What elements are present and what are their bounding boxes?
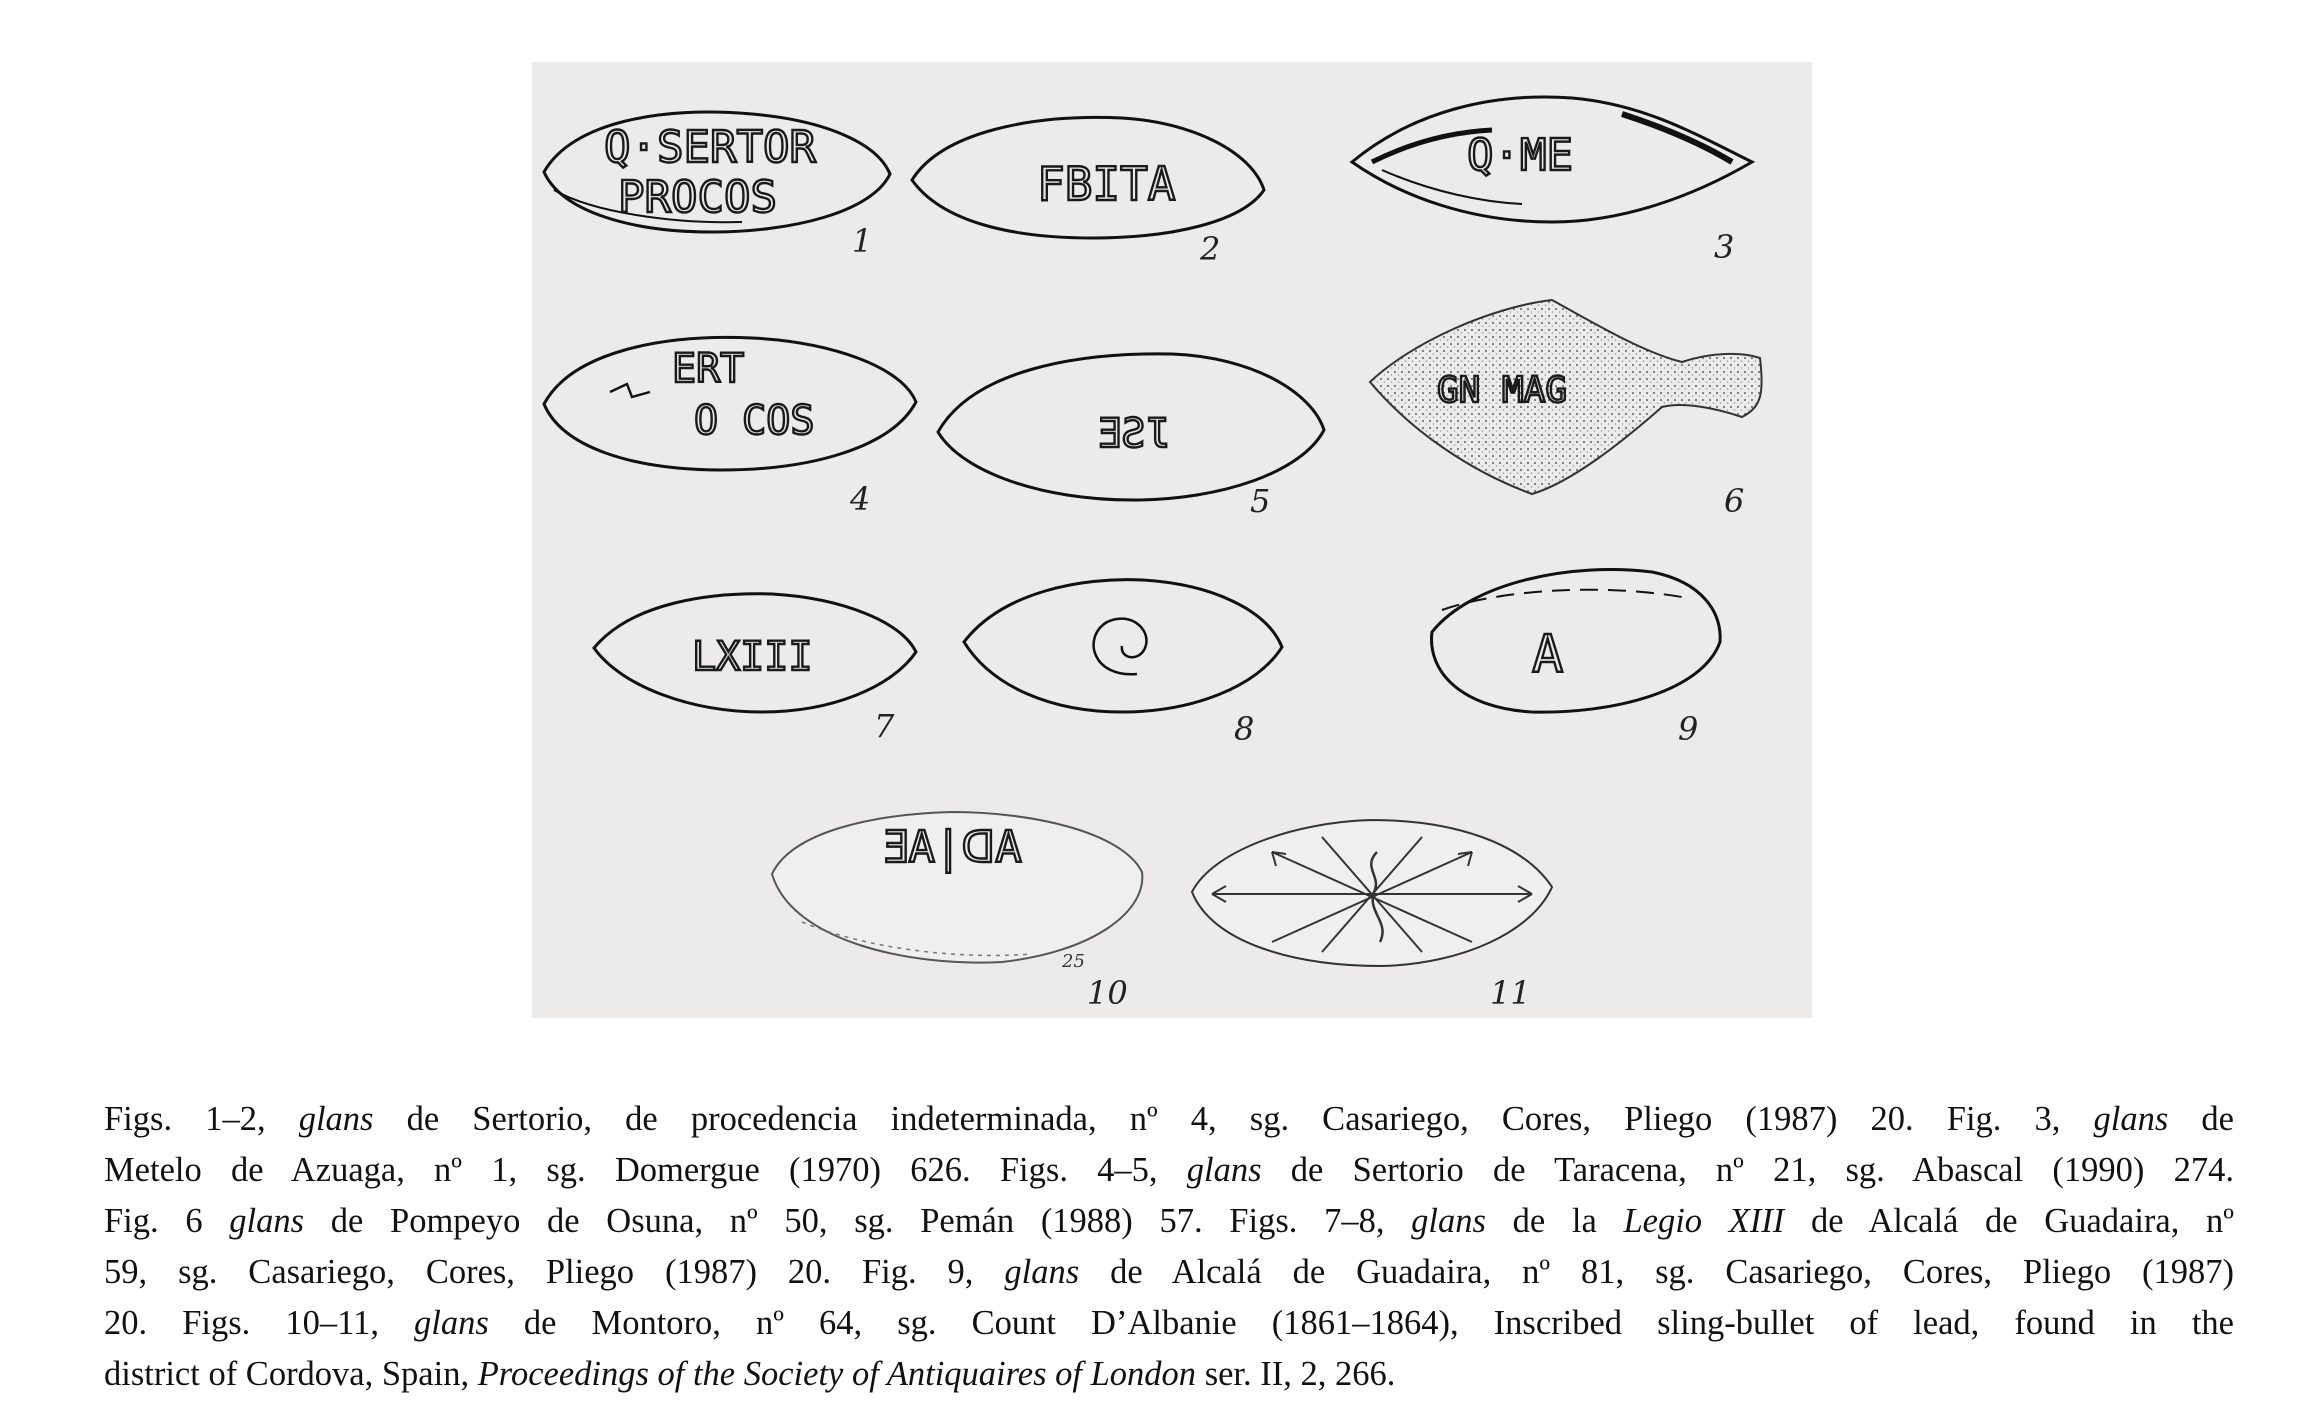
scale-mark: 25: [1062, 951, 1085, 972]
inscription-text: Q·ME: [1467, 130, 1573, 181]
caption-text-run: Legio XIII: [1623, 1202, 1785, 1240]
caption-text-run: glans: [2093, 1100, 2169, 1138]
caption-text-run: ser. II, 2, 266.: [1196, 1355, 1396, 1393]
caption-text-run: de Alcalá de Guadaira, nº 81, sg. Casariego, Cores, Pliego (1987): [1079, 1253, 2234, 1291]
caption-line: [104, 1196, 2234, 1247]
glans-fig-7: [594, 594, 916, 712]
figure-number: 7: [874, 707, 895, 745]
caption-line: [104, 1247, 2234, 1298]
glans-fig-6: [1370, 300, 1762, 494]
figure-number: 9: [1678, 710, 1699, 748]
caption-text-run: de la: [1485, 1202, 1624, 1240]
inscription-text: PROCOS: [618, 172, 777, 223]
caption-text-run: Proceedings of the Society of Antiquaires of London: [477, 1355, 1197, 1393]
caption-line: [104, 1349, 2234, 1400]
inscription-text: ERT: [672, 346, 745, 392]
caption-text-run: de Montoro, nº 64, sg. Count D’Albanie (1861–1864), Inscribed sling-bullet of lead, found in the: [488, 1304, 2234, 1342]
glans-fig-10: [772, 812, 1142, 972]
caption-line: [104, 1145, 2234, 1196]
figure-number: 11: [1490, 974, 1531, 1012]
caption-text-run: glans: [1004, 1253, 1080, 1291]
glans-fig-1: [544, 112, 890, 232]
figure-plate: [532, 62, 1812, 1018]
caption-text-run: 59, sg. Casariego, Cores, Pliego (1987) 20. Fig. 9,: [104, 1253, 1005, 1291]
glans-fig-9: [1432, 570, 1721, 713]
inscription-text: LXIII: [692, 634, 813, 680]
caption-text-run: de Sertorio, de procedencia indeterminada, nº 4, sg. Casariego, Cores, Pliego (1987) 20. Fig. 3,: [373, 1100, 2094, 1138]
caption-line: [104, 1298, 2234, 1349]
figure-number: 8: [1234, 710, 1255, 748]
inscription-text: ƎA|ᗡA: [882, 822, 1022, 873]
caption-text-run: glans: [298, 1100, 374, 1138]
figure-number: 2: [1200, 230, 1221, 268]
caption-line: [104, 1094, 2234, 1145]
glans-fig-3: [1352, 97, 1752, 222]
figure-number: 6: [1724, 482, 1745, 520]
caption-text-run: de: [2168, 1100, 2234, 1138]
inscription-text: A: [1532, 625, 1564, 685]
inscription-text: O COS: [694, 398, 815, 444]
figure-caption: [104, 1094, 2234, 1400]
caption-text-run: glans: [414, 1304, 489, 1342]
caption-text-run: Metelo de Azuaga, nº 1, sg. Domergue (1970) 626. Figs. 4–5,: [104, 1151, 1187, 1189]
caption-text-run: de Sertorio de Taracena, nº 21, sg. Abascal (1990) 274.: [1261, 1151, 2234, 1189]
glans-fig-4: [544, 337, 916, 470]
sling-bullet-drawings: [532, 62, 1812, 1018]
inscription-text: ƎƧƖ: [1097, 411, 1170, 457]
caption-text-run: district of Cordova, Spain,: [104, 1355, 478, 1393]
figure-number: 1: [852, 222, 873, 260]
figure-number: 5: [1250, 482, 1271, 520]
caption-text-run: glans: [1411, 1202, 1486, 1240]
figure-number: 10: [1087, 974, 1128, 1012]
caption-text-run: Figs. 1–2,: [104, 1100, 299, 1138]
inscription-text: FBITA: [1037, 157, 1176, 211]
caption-text-run: Fig. 6: [104, 1202, 230, 1240]
inscription-text: GN MAG: [1437, 370, 1568, 411]
figure-number: 4: [850, 480, 871, 518]
caption-text-run: glans: [1186, 1151, 1262, 1189]
caption-text-run: glans: [229, 1202, 305, 1240]
glans-fig-5: [938, 354, 1324, 500]
caption-text-run: 20. Figs. 10–11,: [104, 1304, 415, 1342]
inscription-text: Q·SERTOR: [604, 122, 816, 173]
caption-text-run: de Alcalá de Guadaira, nº: [1784, 1202, 2234, 1240]
glans-fig-11: [1192, 820, 1552, 966]
glans-fig-2: [912, 117, 1264, 238]
glans-fig-8: [964, 580, 1282, 712]
caption-text-run: de Pompeyo de Osuna, nº 50, sg. Pemán (1988) 57. Figs. 7–8,: [304, 1202, 1412, 1240]
figure-number: 3: [1714, 228, 1735, 266]
